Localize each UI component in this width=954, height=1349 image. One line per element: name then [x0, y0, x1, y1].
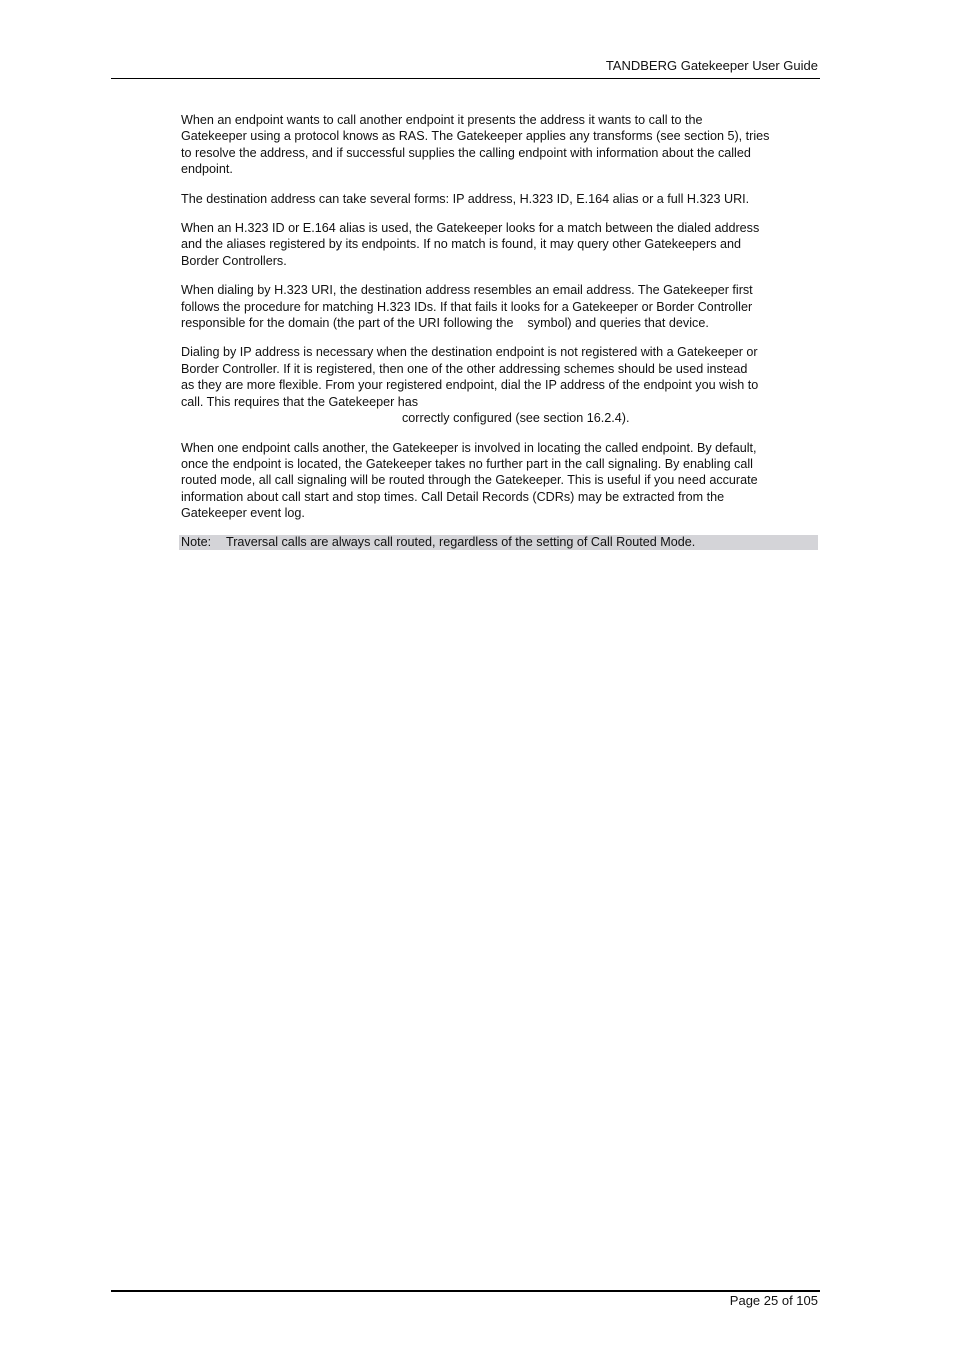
paragraph-address-forms	[181, 191, 817, 207]
text-line: routed mode, all call signaling will be routed through the Gatekeeper. This is useful if you need accurate	[181, 473, 758, 488]
paragraph-call-routed-mode	[181, 440, 817, 522]
text-line: to resolve the address, and if successful supplies the calling endpoint with information about the called	[181, 145, 751, 160]
text-line: responsible for the domain (the part of the URI following the symbol) and queries that device.	[181, 316, 709, 331]
text-line: as they are more flexible. From your registered endpoint, dial the IP address of the endpoint you wish to	[181, 378, 759, 393]
text-line: follows the procedure for matching H.323 IDs. If that fails it looks for a Gatekeeper or Border Controller	[181, 299, 753, 314]
text-line: information about call start and stop times. Call Detail Records (CDRs) may be extracted from the	[181, 489, 725, 504]
text-line: When an endpoint wants to call another endpoint it presents the address it wants to call to the	[181, 113, 703, 127]
text-line: Dialing by IP address is necessary when the destination endpoint is not registered with a Gatekeeper or	[181, 345, 758, 360]
text-line: and the aliases registered by its endpoints. If no match is found, it may query other Gatekeepers and	[181, 237, 742, 252]
paragraph-ip-dialing	[181, 344, 817, 426]
text-line: call. This requires that the Gatekeeper has	[181, 394, 419, 409]
paragraph-uri-dialing	[181, 282, 817, 331]
text-line: endpoint.	[181, 162, 233, 177]
text-line: Gatekeeper event log.	[181, 506, 305, 521]
text-line: The destination address can take several forms: IP address, H.323 ID, E.164 alias or a full H.323 URI.	[181, 191, 750, 206]
paragraph-alias-matching	[181, 220, 817, 269]
note-box	[179, 535, 818, 550]
paragraph-ras-lookup	[181, 112, 817, 178]
text-line: Border Controllers.	[181, 253, 287, 268]
text-line: Border Controller. If it is registered, then one of the other addressing schemes should be used instead	[181, 361, 748, 376]
note-label: Note:	[181, 534, 212, 549]
document-body	[181, 112, 817, 550]
footer-divider	[111, 1290, 820, 1292]
text-line: When an H.323 ID or E.164 alias is used, the Gatekeeper looks for a match between the dialed address	[181, 221, 760, 236]
header-divider	[111, 78, 820, 79]
text-line: When one endpoint calls another, the Gatekeeper is involved in locating the called endpoint. By default,	[181, 440, 757, 455]
page-number: Page 25 of 105	[729, 1293, 818, 1308]
text-line: correctly configured (see section 16.2.4).	[402, 411, 630, 426]
note-text: Traversal calls are always call routed, regardless of the setting of Call Routed Mode.	[226, 534, 696, 549]
text-line: once the endpoint is located, the Gatekeeper takes no further part in the call signaling. By enabling call	[181, 456, 753, 471]
text-line: When dialing by H.323 URI, the destination address resembles an email address. The Gatekeeper first	[181, 283, 753, 298]
text-line: Gatekeeper using a protocol knows as RAS. The Gatekeeper applies any transforms (see section 5), tries	[181, 129, 770, 144]
document-header-title: TANDBERG Gatekeeper User Guide	[605, 58, 818, 73]
